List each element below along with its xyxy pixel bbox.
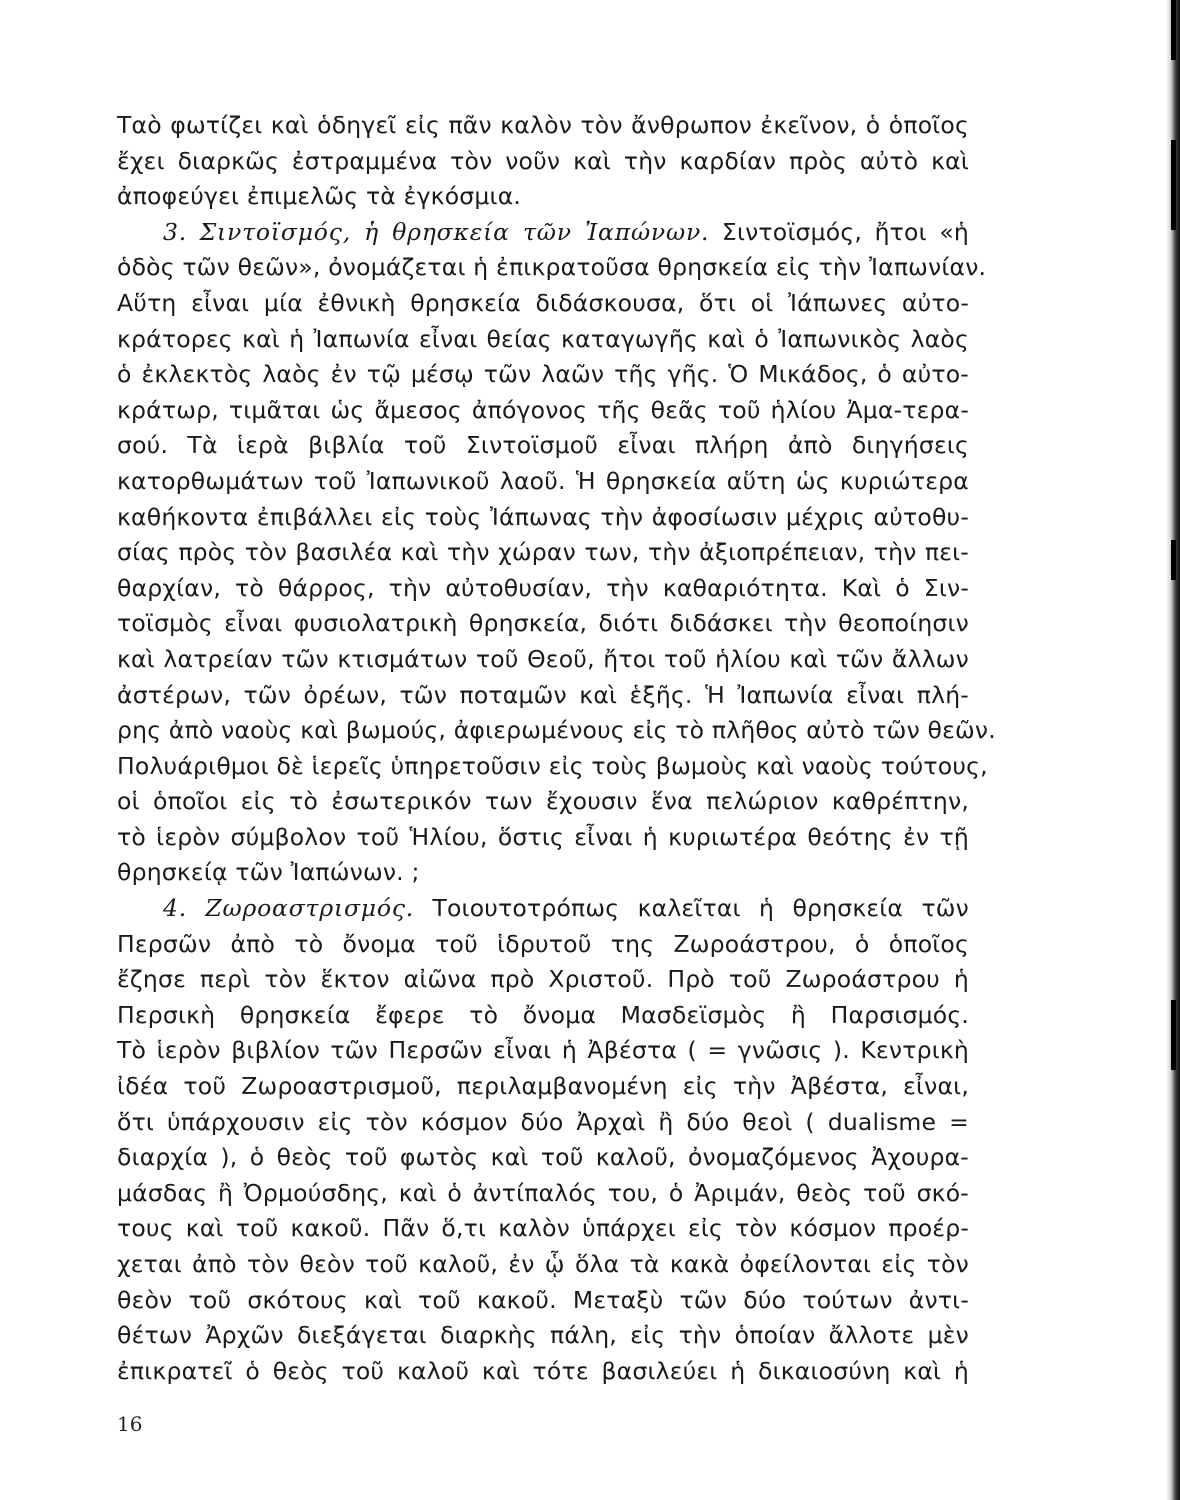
text-line: καὶ λατρείαν τῶν κτισμάτων τοῦ Θεοῦ, ἤτοι τοῦ ἡλίου καὶ τῶν ἄλλων: [117, 644, 969, 673]
text-line: ὅτι ὑπάρχουσιν εἰς τὸν κόσμον δύο Ἀρχαὶ ἢ δύο θεοὶ ( dualisme =: [117, 1107, 969, 1136]
text-line: Πολυάριθμοι δὲ ἱερεῖς ὑπηρετοῦσιν εἰς τοὺς βωμοὺς καὶ ναοὺς τούτους,: [117, 751, 988, 780]
text-line: κατορθωμάτων τοῦ Ἰαπωνικοῦ λαοῦ. Ἡ θρησκεία αὕτη ὡς κυριώτερα: [117, 466, 969, 495]
section-number: 3.: [163, 217, 188, 246]
text-line: τοϊσμὸς εἶναι φυσιολατρικὴ θρησκεία, διότι διδάσκει τὴν θεοποίησιν: [117, 609, 969, 638]
text-line: μάσδας ἢ Ὀρμούσδης, καὶ ὁ ἀντίπαλός του, ὁ Ἀριμάν, θεὸς τοῦ σκό-: [117, 1178, 969, 1207]
text-line: θέτων Ἀρχῶν διεξάγεται διαρκὴς πάλη, εἰς τὴν ὁποίαν ἄλλοτε μὲν: [117, 1321, 969, 1350]
text-line: ἀστέρων, τῶν ὀρέων, τῶν ποταμῶν καὶ ἑξῆς. Ἡ Ἰαπωνία εἶναι πλή-: [117, 680, 969, 709]
text-line: κράτορες καὶ ἡ Ἰαπωνία εἶναι θείας καταγωγῆς καὶ ὁ Ἰαπωνικὸς λαὸς: [117, 324, 969, 353]
section-heading-line: [117, 215, 969, 251]
text-line: Περσικὴ θρησκεία ἔφερε τὸ ὄνομα Μασδεϊσμὸς ἢ Παρσισμός.: [117, 1000, 969, 1029]
text-line: τὸ ἱερὸν σύμβολον τοῦ Ἡλίου, ὅστις εἶναι ἡ κυριωτέρα θεότης ἐν τῇ: [117, 822, 969, 851]
section-heading-line: [117, 891, 969, 927]
page-number: 16: [117, 1412, 143, 1436]
text-line: ἔζησε περὶ τὸν ἕκτον αἰῶνα πρὸ Χριστοῦ. Πρὸ τοῦ Ζωροάστρου ἡ: [117, 965, 969, 994]
text-line: ἔχει διαρκῶς ἐστραμμένα τὸν νοῦν καὶ τὴν καρδίαν πρὸς αὐτὸ καὶ: [117, 146, 969, 175]
text-line: ἐπικρατεῖ ὁ θεὸς τοῦ καλοῦ καὶ τότε βασιλεύει ἡ δικαιοσύνη καὶ ἡ: [117, 1356, 969, 1385]
text-line: χεται ἀπὸ τὸν θεὸν τοῦ καλοῦ, ἐν ᾧ ὅλα τὰ κακὰ ὀφείλονται εἰς τὸν: [117, 1250, 969, 1278]
text-line: ὁδὸς τῶν θεῶν», ὀνομάζεται ἡ ἐπικρατοῦσα θρησκεία εἰς τὴν Ἰαπωνίαν.: [117, 253, 987, 282]
section-title: Σιντοϊσμός, ἡ θρησκεία τῶν Ἰαπώνων.: [199, 217, 710, 246]
text-line: σίας πρὸς τὸν βασιλέα καὶ τὴν χώραν των, τὴν ἀξιοπρέπειαν, τὴν πει-: [117, 538, 969, 567]
text-line: ὁ ἐκλεκτὸς λαὸς ἐν τῷ μέσῳ τῶν λαῶν τῆς γῆς. Ὁ Μικάδος, ὁ αὐτο-: [117, 360, 969, 389]
text-line: Αὕτη εἶναι μία ἐθνικὴ θρησκεία διδάσκουσα, ὅτι οἱ Ἰάπωνες αὐτο-: [117, 288, 969, 317]
body-text: [117, 108, 996, 1389]
text-line: Περσῶν ἀπὸ τὸ ὄνομα τοῦ ἱδρυτοῦ της Ζωροάστρου, ὁ ὁποῖος: [117, 929, 969, 958]
text-run: Τοιουτοτρόπως καλεῖται ἡ θρησκεία τῶν: [414, 894, 970, 923]
text-line: καθήκοντα ἐπιβάλλει εἰς τοὺς Ἰάπωνας τὴν ἀφοσίωσιν μέχρις αὐτοθυ-: [117, 502, 969, 531]
text-line: ἀποφεύγει ἐπιμελῶς τὰ ἐγκόσμια.: [117, 182, 522, 211]
text-line: θρησκείᾳ τῶν Ἰαπώνων. ;: [117, 858, 420, 887]
text-line: ἰδέα τοῦ Ζωροαστρισμοῦ, περιλαμβανομένη εἰς τὴν Ἀβέστα, εἶναι,: [117, 1072, 969, 1101]
text-line: Τὸ ἱερὸν βιβλίον τῶν Περσῶν εἶναι ἡ Ἀβέστα ( = γνῶσις ). Κεντρικὴ: [117, 1036, 969, 1065]
text-line: κράτωρ, τιμᾶται ὡς ἄμεσος ἀπόγονος τῆς θεᾶς τοῦ ἡλίου Ἀμα-τερα-: [117, 395, 969, 424]
text-line: θαρχίαν, τὸ θάρρος, τὴν αὐτοθυσίαν, τὴν καθαριότητα. Καὶ ὁ Σιν-: [117, 573, 969, 602]
section-title: Ζωροαστρισμός.: [205, 894, 415, 923]
text-line: τους καὶ τοῦ κακοῦ. Πᾶν ὅ,τι καλὸν ὑπάρχει εἰς τὸν κόσμον προέρ-: [117, 1214, 969, 1243]
text-line: οἱ ὁποῖοι εἰς τὸ ἐσωτερικόν των ἔχουσιν ἕνα πελώριον καθρέπτην,: [117, 787, 969, 816]
text-line: διαρχία ), ὁ θεὸς τοῦ φωτὸς καὶ τοῦ καλοῦ, ὀνομαζόμενος Ἀχουρα-: [117, 1143, 969, 1172]
text-line: ρης ἀπὸ ναοὺς καὶ βωμούς, ἀφιερωμένους εἰς τὸ πλῆθος αὐτὸ τῶν θεῶν.: [117, 716, 996, 745]
text-line: θεὸν τοῦ σκότους καὶ τοῦ κακοῦ. Μεταξὺ τῶν δύο τούτων ἀντι-: [117, 1285, 969, 1314]
page-binding-edge: [1166, 0, 1180, 1500]
text-run: Σιντοϊσμός, ἤτοι «ἡ: [709, 217, 969, 246]
section-number: 4.: [163, 894, 188, 923]
text-line: σού. Τὰ ἱερὰ βιβλία τοῦ Σιντοϊσμοῦ εἶναι πλήρη ἀπὸ διηγήσεις: [117, 431, 969, 460]
text-line: Ταὸ φωτίζει καὶ ὁδηγεῖ εἰς πᾶν καλὸν τὸν ἄνθρωπον ἐκεῖνον, ὁ ὁποῖος: [117, 111, 969, 139]
